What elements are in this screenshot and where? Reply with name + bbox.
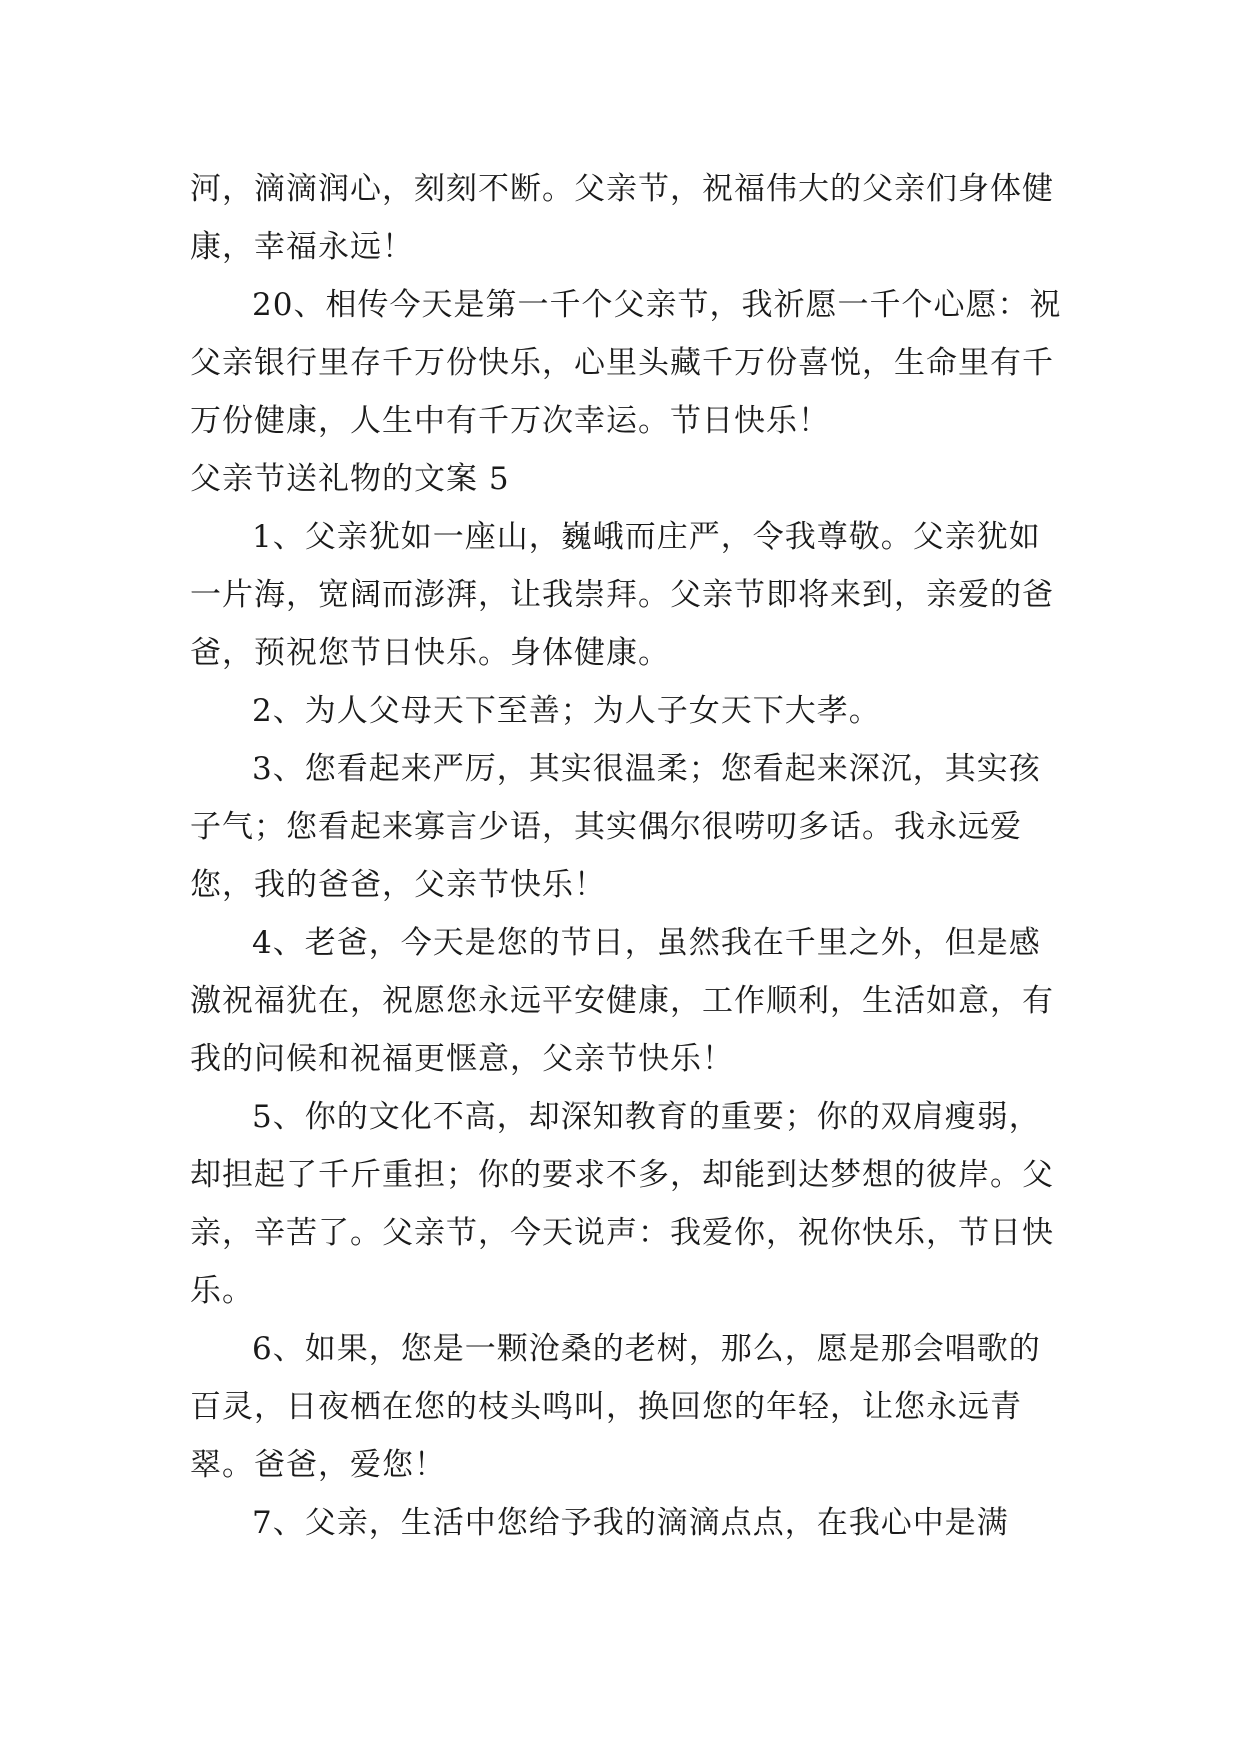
- continued-paragraph: 河，滴滴润心，刻刻不断。父亲节，祝福伟大的父亲们身体健康，幸福永远！: [190, 171, 1054, 265]
- paragraph-item-3: 3、您看起来严厉，其实很温柔；您看起来深沉，其实孩子气；您看起来寡言少语，其实偶尔很唠叨多话。我永远爱您，我的爸爸，父亲节快乐！: [190, 751, 1041, 903]
- section-heading: 父亲节送礼物的文案 5: [190, 461, 510, 497]
- paragraph-item-20: 20、相传今天是第一千个父亲节，我祈愿一千个心愿：祝父亲银行里存千万份快乐，心里头藏千万份喜悦，生命里有千万份健康，人生中有千万次幸运。节日快乐！: [190, 287, 1062, 439]
- paragraph-item-1: 1、父亲犹如一座山，巍峨而庄严，令我尊敬。父亲犹如一片海，宽阔而澎湃，让我崇拜。父亲节即将来到，亲爱的爸爸，预祝您节日快乐。身体健康。: [190, 519, 1054, 671]
- document-body: [190, 160, 1070, 1552]
- paragraph-item-5: 5、你的文化不高，却深知教育的重要；你的双肩瘦弱，却担起了千斤重担；你的要求不多，却能到达梦想的彼岸。父亲，辛苦了。父亲节，今天说声：我爱你，祝你快乐，节日快乐。: [190, 1099, 1054, 1309]
- paragraph-item-2: 2、为人父母天下至善；为人子女天下大孝。: [252, 693, 881, 729]
- paragraph-item-6: 6、如果，您是一颗沧桑的老树，那么，愿是那会唱歌的百灵，日夜栖在您的枝头鸣叫，换回您的年轻，让您永远青翠。爸爸，爱您！: [190, 1331, 1041, 1483]
- paragraph-item-4: 4、老爸，今天是您的节日，虽然我在千里之外，但是感激祝福犹在，祝愿您永远平安健康，工作顺利，生活如意，有我的问候和祝福更惬意，父亲节快乐！: [190, 925, 1054, 1077]
- paragraph-item-7: 7、父亲，生活中您给予我的滴滴点点，在我心中是满: [252, 1505, 1009, 1541]
